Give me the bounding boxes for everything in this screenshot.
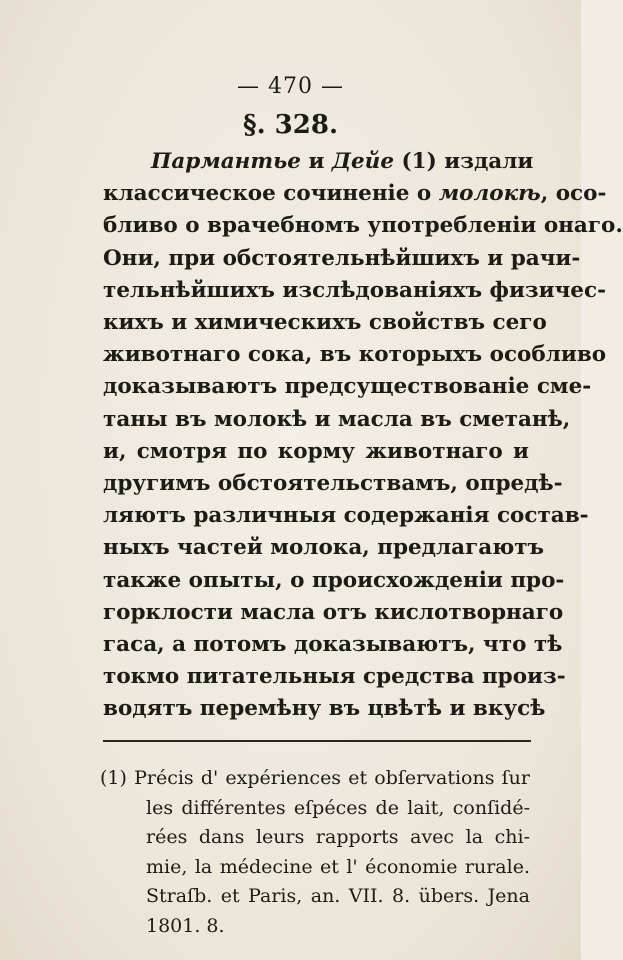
text-line: также опыты, о происхожденіи про- [103, 567, 565, 593]
text-line: кихъ и химическихъ свойствъ сего [103, 310, 547, 336]
text-line: и, смотря по корму животнаго и [103, 438, 529, 464]
author-name: Дейе [331, 149, 394, 174]
footnote-line: Straſb. et Paris, an. VII. 8. übers. Jena [146, 885, 530, 907]
text-word: (1) издали [401, 149, 534, 174]
author-name: Пармантье [151, 149, 301, 174]
text-line: токмо питательныя средства произ- [103, 664, 566, 690]
text-line: горклости масла отъ кислотворнаго [103, 599, 564, 625]
text-line: тельнѣйшихъ изслѣдованіяхъ физичес- [103, 277, 606, 303]
footnote-divider [103, 740, 531, 742]
text-line: доказываютъ предсуществованіе сме- [103, 374, 592, 400]
text-line [103, 146, 534, 178]
text-line [103, 178, 607, 210]
footnote-line: 1801. 8. [146, 914, 225, 937]
text-line: водятъ перемѣну въ цвѣтѣ и вкусѣ [103, 696, 546, 722]
body-paragraph [103, 146, 623, 726]
text-word: , осо- [540, 181, 607, 207]
footnote [100, 764, 530, 941]
text-line: бливо о врачебномъ употребленіи онаго. [103, 213, 623, 239]
page-number: — 470 — [237, 74, 344, 99]
text-line: гаса, а потомъ доказываютъ, что тѣ [103, 632, 563, 658]
footnote-line: mie, la médecine et l' économie rurale. [146, 855, 530, 878]
text-word: и [308, 149, 325, 174]
text-line: другимъ обстоятельствамъ, опредѣ- [103, 471, 563, 497]
text-line: ляютъ различныя содержанія состав- [103, 503, 589, 529]
footnote-line: les différentes eſpéces de lait, conſidé- [146, 796, 530, 819]
section-heading: §. 328. [242, 110, 339, 140]
text-word: классическое сочиненіе о [103, 181, 432, 207]
text-line: Они, при обстоятельнѣйшихъ и рачи- [103, 245, 581, 271]
italic-term: молокѣ [438, 181, 541, 207]
footnote-line: rées dans leurs rapports avec la chi- [146, 826, 530, 848]
text-line: животнаго сока, въ которыхъ особливо [103, 342, 607, 368]
text-line: таны въ молокѣ и масла въ сметанѣ, [103, 406, 571, 432]
footnote-line: (1) Précis d' expériences et obſervations ſur [100, 767, 530, 789]
text-line: ныхъ частей молока, предлагаютъ [103, 535, 545, 561]
